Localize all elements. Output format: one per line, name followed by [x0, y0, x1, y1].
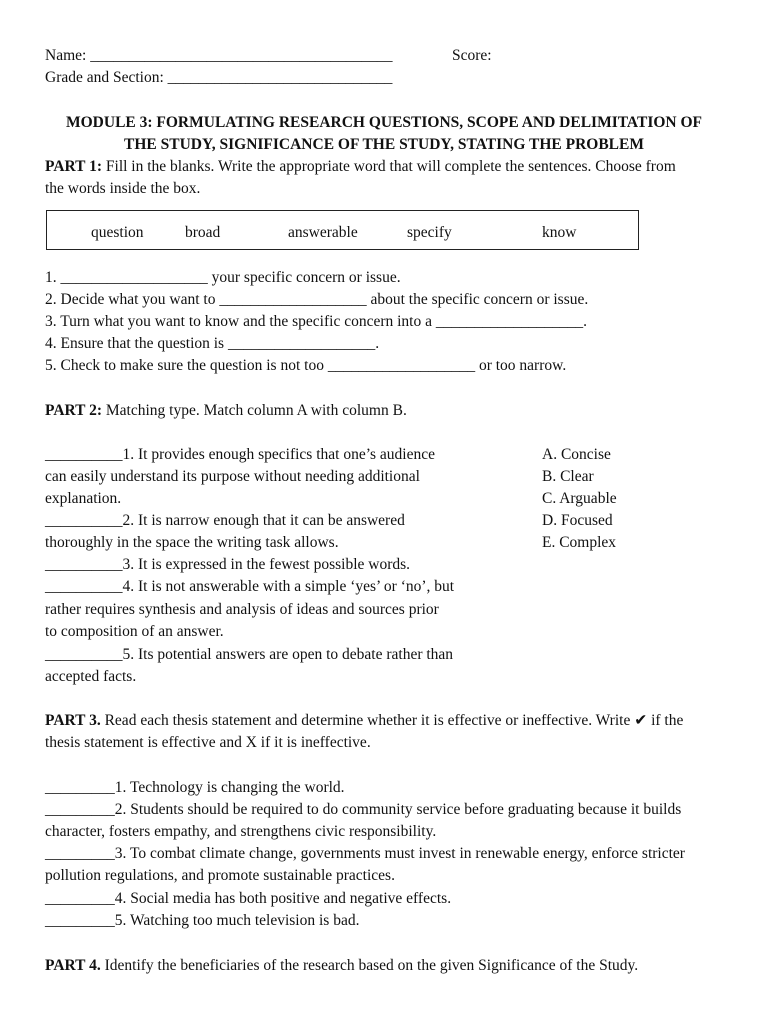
part3-line[interactable]: _________3. To combat climate change, governments must invest in renewable energy, enforce stricter — [45, 845, 685, 862]
part2-line: thoroughly in the space the writing task allows. — [45, 534, 339, 551]
score-label: Score: — [452, 47, 492, 64]
module-title-line-2: THE STUDY, SIGNIFICANCE OF THE STUDY, STATING THE PROBLEM — [124, 136, 644, 153]
part1-item[interactable]: 2. Decide what you want to ___________________ about the specific concern or issue. — [45, 291, 589, 308]
part3-line[interactable]: _________1. Technology is changing the world. — [45, 779, 345, 796]
part2-line[interactable]: __________4. It is not answerable with a simple ‘yes’ or ‘no’, but — [45, 578, 455, 595]
word-box-item: specify — [407, 224, 452, 241]
part3-line[interactable]: _________4. Social media has both positive and negative effects. — [45, 890, 452, 907]
part3-line: character, fosters empathy, and strengthens civic responsibility. — [45, 823, 437, 840]
part3-line[interactable]: _________2. Students should be required to do community service before graduating because it builds — [45, 801, 682, 818]
part2-line: explanation. — [45, 490, 122, 507]
part2-line: to composition of an answer. — [45, 623, 224, 640]
part2-instruction — [45, 400, 407, 422]
part2-line[interactable]: __________1. It provides enough specifics that one’s audience — [45, 446, 435, 463]
name-field[interactable] — [45, 45, 392, 67]
grade-section-label: Grade and Section: — [45, 69, 164, 86]
part3-label: PART 3. — [45, 712, 101, 729]
grade-section-blank[interactable]: _____________________________ — [167, 69, 393, 86]
name-label: Name: — [45, 47, 87, 64]
part1-item[interactable]: 5. Check to make sure the question is not too ___________________ or too narrow. — [45, 357, 567, 374]
part1-item[interactable]: 3. Turn what you want to know and the specific concern into a ___________________. — [45, 313, 587, 330]
part1-instruction-line-2: the words inside the box. — [45, 180, 201, 197]
part2-line: can easily understand its purpose without needing additional — [45, 468, 420, 485]
part2-line[interactable]: __________3. It is expressed in the fewest possible words. — [45, 556, 411, 573]
part3-line: pollution regulations, and promote sustainable practices. — [45, 867, 395, 884]
word-box-item: broad — [185, 224, 221, 241]
part1-instruction — [45, 156, 676, 178]
column-b-option: A. Concise — [542, 446, 611, 463]
part4-label: PART 4. — [45, 957, 101, 974]
grade-section-field[interactable] — [45, 67, 392, 89]
word-box-item: know — [542, 224, 577, 241]
part2-line: rather requires synthesis and analysis of ideas and sources prior — [45, 601, 439, 618]
part2-label: PART 2: — [45, 402, 103, 419]
name-blank[interactable]: _______________________________________ — [90, 47, 393, 64]
word-box — [46, 210, 639, 250]
word-box-item: answerable — [288, 224, 358, 241]
column-b-option: C. Arguable — [542, 490, 617, 507]
part2-line: accepted facts. — [45, 668, 137, 685]
part2-line[interactable]: __________2. It is narrow enough that it can be answered — [45, 512, 405, 529]
module-title-line-1: MODULE 3: FORMULATING RESEARCH QUESTIONS, SCOPE AND DELIMITATION OF — [66, 114, 702, 131]
column-b-option: B. Clear — [542, 468, 594, 485]
part3-instruction-line-1: Read each thesis statement and determine whether it is effective or ineffective. Write ✔ if the — [104, 712, 684, 729]
part2-instruction-text: Matching type. Match column A with column B. — [105, 402, 407, 419]
part4-instruction — [45, 955, 638, 977]
column-b-option: D. Focused — [542, 512, 613, 529]
part1-instruction-line-1: Fill in the blanks. Write the appropriate word that will complete the sentences. Choose from — [105, 158, 676, 175]
part1-label: PART 1: — [45, 158, 103, 175]
column-b-option: E. Complex — [542, 534, 617, 551]
part3-instruction-line-2: thesis statement is effective and X if it is ineffective. — [45, 734, 371, 751]
part2-line[interactable]: __________5. Its potential answers are open to debate rather than — [45, 646, 454, 663]
word-box-item: question — [91, 224, 144, 241]
part1-item[interactable]: 1. ___________________ your specific concern or issue. — [45, 269, 401, 286]
part3-instruction — [45, 710, 683, 732]
part3-line[interactable]: _________5. Watching too much television is bad. — [45, 912, 360, 929]
part1-item[interactable]: 4. Ensure that the question is ___________________. — [45, 335, 380, 352]
part4-instruction-text: Identify the beneficiaries of the research based on the given Significance of the Study. — [104, 957, 639, 974]
